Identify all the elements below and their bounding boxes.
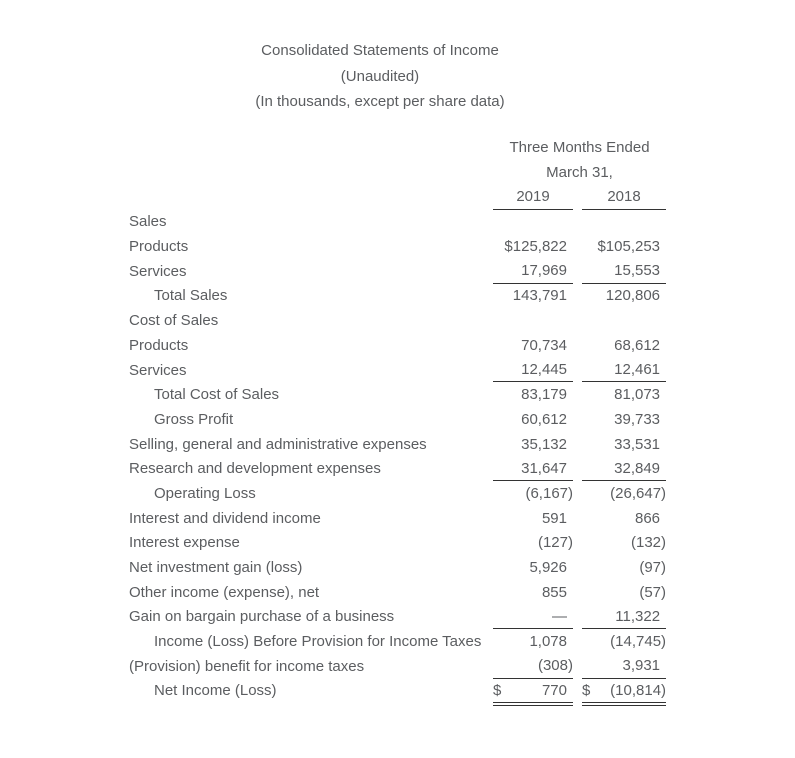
- table-row: [129, 407, 666, 432]
- row-label: Services: [129, 262, 187, 280]
- row-label: Interest and dividend income: [129, 509, 321, 527]
- value-2018: $105,253: [597, 238, 661, 256]
- currency-symbol: $: [582, 681, 591, 699]
- column-gap: [573, 531, 582, 556]
- value-number: 770: [541, 681, 567, 699]
- value-2019: (6,167): [525, 484, 573, 502]
- value-2019: 5,926: [529, 559, 567, 577]
- table-row: [129, 605, 666, 630]
- value-2018: (97): [639, 559, 667, 577]
- column-gap: [573, 284, 582, 309]
- value-2018: 12,461: [582, 358, 666, 383]
- column-header-2018: 2018: [582, 185, 666, 210]
- value-2018: 866: [635, 509, 661, 527]
- period-header-row-2: [129, 160, 666, 185]
- column-gap: [573, 407, 582, 432]
- row-label: Products: [129, 238, 189, 256]
- row-label: Total Cost of Sales: [154, 386, 280, 404]
- value-2019: (127): [537, 534, 573, 552]
- column-gap: [573, 506, 582, 531]
- column-gap: [573, 358, 582, 383]
- table-row: [129, 259, 666, 284]
- row-label: Operating Loss: [154, 484, 256, 502]
- table-body: [129, 210, 666, 704]
- currency-symbol: $: [493, 681, 502, 699]
- row-label: Total Sales: [154, 287, 228, 305]
- table-row: [129, 210, 666, 235]
- table-row: [129, 382, 666, 407]
- table-row: [129, 333, 666, 358]
- row-label: Income (Loss) Before Provision for Income Taxes: [154, 633, 482, 651]
- value-2019: 60,612: [521, 410, 567, 428]
- table-row: [129, 679, 666, 704]
- table-row: [129, 358, 666, 383]
- statement-title: Consolidated Statements of Income: [261, 42, 499, 59]
- row-label: Other income (expense), net: [129, 583, 320, 601]
- row-label: Selling, general and administrative expenses: [129, 435, 427, 453]
- column-gap: [573, 210, 582, 235]
- value-2018: (14,745): [610, 633, 667, 651]
- row-label: Research and development expenses: [129, 460, 381, 478]
- table-row: [129, 531, 666, 556]
- row-label: Net Income (Loss): [154, 682, 277, 700]
- table-row: [129, 456, 666, 481]
- table-row: [129, 555, 666, 580]
- value-2019: 31,647: [493, 456, 573, 481]
- table-row: [129, 654, 666, 679]
- period-header-line-1: Three Months Ended: [509, 139, 650, 157]
- column-gap: [573, 580, 582, 605]
- table-row: [129, 308, 666, 333]
- table-row: [129, 432, 666, 457]
- year-header-row: [129, 185, 666, 210]
- value-2018: 39,733: [614, 410, 661, 428]
- table-row: [129, 481, 666, 506]
- value-2018: 11,322: [582, 605, 666, 630]
- value-2019: 855: [541, 583, 567, 601]
- income-statement-table: [129, 136, 666, 704]
- column-gap: [573, 308, 582, 333]
- row-label: Net investment gain (loss): [129, 559, 303, 577]
- value-2018: 15,553: [582, 259, 666, 284]
- value-2019: [493, 308, 573, 333]
- column-gap: [573, 481, 582, 506]
- column-gap: [573, 432, 582, 457]
- value-2018: 32,849: [582, 456, 666, 481]
- value-2018: [582, 308, 666, 333]
- value-2018: [582, 679, 666, 704]
- value-2018: 68,612: [614, 336, 661, 354]
- value-2019: 83,179: [521, 386, 567, 404]
- row-label: Gross Profit: [154, 410, 234, 428]
- column-gap: [573, 234, 582, 259]
- column-gap: [573, 185, 582, 210]
- row-label: (Provision) benefit for income taxes: [129, 657, 365, 675]
- row-label: Interest expense: [129, 534, 240, 552]
- value-2019: 1,078: [529, 633, 567, 651]
- value-2018: (26,647): [610, 484, 667, 502]
- document-title-block: [110, 38, 650, 115]
- value-2018: 81,073: [614, 386, 661, 404]
- value-2019: [493, 679, 573, 704]
- value-2018: (57): [639, 583, 667, 601]
- units-note: (In thousands, except per share data): [255, 93, 505, 110]
- period-header-row-1: [129, 136, 666, 161]
- column-gap: [573, 333, 582, 358]
- value-2018: (132): [631, 534, 667, 552]
- value-2019: 70,734: [521, 336, 567, 354]
- column-gap: [573, 456, 582, 481]
- value-2018: [582, 210, 666, 235]
- row-label: Services: [129, 361, 187, 379]
- table-row: [129, 580, 666, 605]
- value-2018: 3,931: [582, 654, 666, 679]
- value-2019: 143,791: [512, 287, 567, 305]
- column-gap: [573, 605, 582, 630]
- row-label: Products: [129, 336, 189, 354]
- value-number: (10,814): [610, 681, 667, 699]
- column-gap: [573, 679, 582, 704]
- table-row: [129, 284, 666, 309]
- value-2019: 12,445: [493, 358, 573, 383]
- value-2019: —: [493, 605, 573, 630]
- value-2019: $125,822: [504, 238, 567, 256]
- value-2019: (308): [493, 654, 573, 679]
- column-gap: [573, 629, 582, 654]
- column-gap: [573, 654, 582, 679]
- column-gap: [573, 555, 582, 580]
- value-2019: 35,132: [521, 435, 567, 453]
- column-header-2019: 2019: [493, 185, 573, 210]
- value-2019: 17,969: [493, 259, 573, 284]
- row-label: Cost of Sales: [129, 312, 219, 330]
- row-label: Gain on bargain purchase of a business: [129, 608, 395, 626]
- column-gap: [573, 259, 582, 284]
- table-row: [129, 234, 666, 259]
- period-header-line-2: March 31,: [546, 164, 613, 182]
- table-row: [129, 629, 666, 654]
- value-2019: [493, 210, 573, 235]
- row-label: Sales: [129, 213, 167, 231]
- value-2018: 33,531: [614, 435, 661, 453]
- value-2019: 591: [541, 509, 567, 527]
- value-2018: 120,806: [605, 287, 661, 305]
- unaudited-note: (Unaudited): [340, 67, 420, 85]
- column-gap: [573, 382, 582, 407]
- table-row: [129, 506, 666, 531]
